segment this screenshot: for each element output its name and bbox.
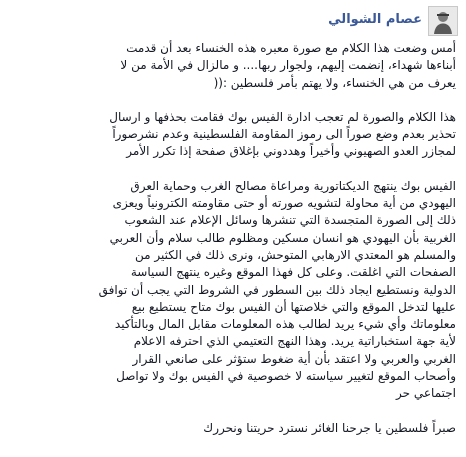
post-text-line: لأية جهة استخباراتية يريد. وهذا النهج التعتيمي الذي احترفه الاعلام (133, 334, 456, 349)
post-text-line: ذلك إلى الصورة المتجسدة التي تنشرها وسائل الإعلام عند الشعوب (124, 213, 456, 228)
post-text-line: تحذير بعدم وضع صوراً الى رموز المقاومة الفلسطينية وعدم نشرصوراً (112, 127, 456, 142)
post-text-line: الصفحات التي اغلقت. وعلى كل فهذا الموقع وغيره ينتهج السياسة (130, 265, 456, 280)
post-header (8, 6, 458, 40)
post-paragraph (12, 40, 456, 92)
post-text-line: الغربي والعربي ولا اعتقد بأن أية ضغوط ستؤثر على صانعي القرار (132, 351, 456, 366)
post-text-line: الفيس بوك ينتهج الديكتاتورية ومراعاة مصالح الغرب وحماية العرق (130, 178, 456, 193)
post-paragraph (12, 178, 456, 403)
post-text-line: يعرف من هي الخنساء، ولا يهتم بأمر فلسطين :(( (213, 75, 456, 90)
post-text-line: معلوماتك وأي شيء يريد لطالب هذه المعلومات مقابل المال وبالتأكيد (114, 317, 456, 332)
post-paragraph (12, 420, 456, 437)
post-text-line: أبناءها شهداء، إنضمت إليهم، ولجوار ربها.... و مالزال في الأمة من لا (120, 58, 456, 73)
post-text-line: الدولية ونستطيع ايجاد ذلك بين السطور في الشروط التي يجب أن توافق (98, 282, 456, 297)
post-body (8, 40, 458, 437)
post-text-line: وأصحاب الموقع لتغيير سياسته لا خصوصية في الفيس بوك ولا تواصل (116, 369, 456, 384)
post-paragraph (12, 109, 456, 161)
post-text-line: اجتماعي حر (396, 386, 456, 401)
post-text-line: أمس وضعت هذا الكلام مع صورة معبره هذه الخنساء بعد أن قدمت (126, 41, 456, 55)
post-text-line: عليها لتدخل الموقع والتي خلاصتها أن الفيس بوك متاح يستطيع بيع (131, 299, 456, 314)
profile-photo-icon[interactable] (428, 6, 458, 36)
post-text-line: صبراً فلسطين يا جرحنا الغائر نسترد حريتنا ونحررك (203, 420, 456, 435)
post-text-line: اليهودي من أية محاولة لتشويه صورته أو حتى مقاومته الكترونياً ويعزى (112, 196, 456, 211)
author-name-link[interactable]: عصام الشوالي (328, 12, 422, 27)
post-text-line: لمجازر العدو الصهيوني وأخيراً وهددوني بإغلاق صفحة إذا تكرر الأمر (126, 144, 456, 159)
post-text-line: هذا الكلام والصورة لم تعجب ادارة الفيس بوك فقامت بحذفها و ارسال (109, 109, 456, 124)
post-text-line: والمسلم هو المعتدي الارهابي المتوحش، ونرى ذلك في الكثير من (135, 247, 456, 262)
post-text-line: الغربية بأن اليهودي هو انسان مسكين ومظلوم طالب سلام وأن العربي (109, 230, 456, 245)
